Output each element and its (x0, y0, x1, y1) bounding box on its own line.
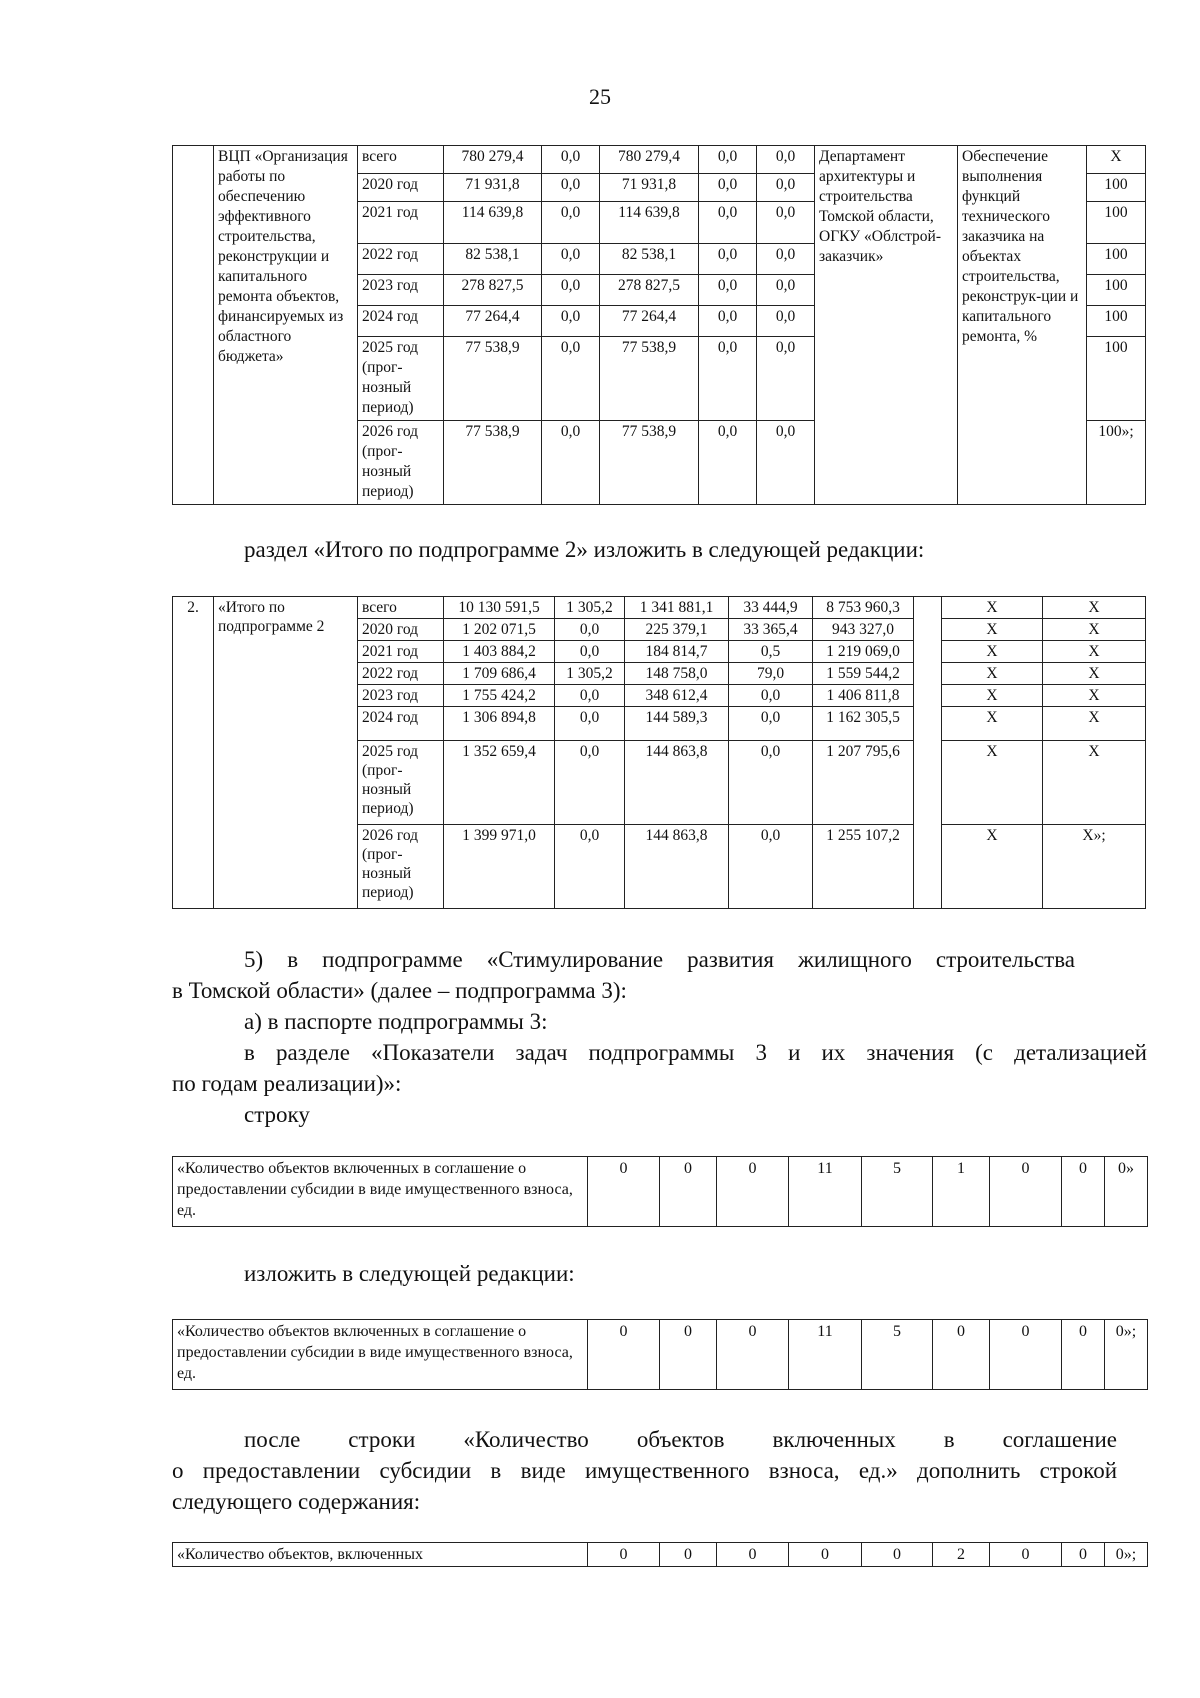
value-cell: 0,0 (542, 202, 600, 244)
value-cell: 0,0 (757, 337, 815, 421)
year-cell: 2025 год (прог-нозный период) (358, 337, 444, 421)
value-cell: 0 (933, 1320, 990, 1390)
year-cell: 2020 год (358, 619, 444, 641)
x-cell: Х (942, 685, 1043, 707)
indicator-value-cell: 100 (1087, 337, 1146, 421)
value-cell: 0»; (1105, 1543, 1148, 1567)
value-cell: 0,0 (729, 741, 813, 825)
value-cell: 0,0 (542, 306, 600, 337)
value-cell: 0,0 (729, 707, 813, 741)
year-cell: 2026 год (прог-нозный период) (358, 421, 444, 505)
value-cell: 0,0 (757, 202, 815, 244)
value-cell: 1 306 894,8 (444, 707, 555, 741)
indicator-label-cell: «Количество объектов включенных в соглашение о предоставлении субсидии в виде имущественного взноса, ед. (173, 1157, 588, 1227)
x-cell: Х (942, 707, 1043, 741)
value-cell: 114 639,8 (600, 202, 699, 244)
value-cell: 1 559 544,2 (813, 663, 914, 685)
value-cell: 144 589,3 (625, 707, 729, 741)
x-cell: Х (942, 641, 1043, 663)
value-cell: 148 758,0 (625, 663, 729, 685)
value-cell: 5 (862, 1320, 933, 1390)
value-cell: 0 (660, 1157, 717, 1227)
paragraph-v-line2: по годам реализации)»: (172, 1071, 402, 1096)
value-cell: 0,0 (757, 146, 815, 174)
value-cell: 77 538,9 (444, 421, 542, 505)
value-cell: 0 (588, 1157, 660, 1227)
value-cell: 0,0 (699, 202, 757, 244)
year-cell: 2022 год (358, 244, 444, 275)
value-cell: 33 365,4 (729, 619, 813, 641)
x-cell: Х (942, 825, 1043, 909)
executor-cell: Департамент архитектуры и строительства Томской области, ОГКУ «Облстрой-заказчик» (815, 146, 958, 505)
indicator-row-new-table (172, 1319, 1148, 1390)
value-cell: 1 219 069,0 (813, 641, 914, 663)
value-cell: 77 538,9 (600, 421, 699, 505)
value-cell: 0 (717, 1320, 789, 1390)
value-cell: 77 264,4 (444, 306, 542, 337)
year-cell: 2024 год (358, 707, 444, 741)
value-cell: 1 403 884,2 (444, 641, 555, 663)
value-cell: 1 162 305,5 (813, 707, 914, 741)
value-cell: 0 (717, 1543, 789, 1567)
value-cell: 0,0 (699, 421, 757, 505)
value-cell: 1 341 881,1 (625, 597, 729, 619)
x-cell: Х (1043, 597, 1146, 619)
year-cell: 2020 год (358, 174, 444, 202)
paragraph-a: а) в паспорте подпрограммы 3: (244, 1009, 548, 1034)
value-cell: 77 538,9 (600, 337, 699, 421)
value-cell: 0 (789, 1543, 862, 1567)
value-cell: 0,0 (542, 174, 600, 202)
value-cell: 0,5 (729, 641, 813, 663)
paragraph-posle-line2: о предоставлении субсидии в виде имущественного взноса, ед.» дополнить строкой (172, 1458, 1117, 1483)
value-cell: 11 (789, 1320, 862, 1390)
year-cell: 2024 год (358, 306, 444, 337)
value-cell: 10 130 591,5 (444, 597, 555, 619)
paragraph-5-line1: 5) в подпрограмме «Стимулирование развития жилищного строительства (244, 947, 1075, 972)
value-cell: 0,0 (699, 337, 757, 421)
value-cell: 1 305,2 (555, 597, 625, 619)
year-cell: 2023 год (358, 685, 444, 707)
value-cell: 278 827,5 (600, 275, 699, 306)
x-cell: Х (1043, 619, 1146, 641)
row-number-cell: 2. (173, 597, 214, 909)
year-cell: всего (358, 146, 444, 174)
indicator-value-cell: 100 (1087, 306, 1146, 337)
value-cell: 943 327,0 (813, 619, 914, 641)
value-cell: 0,0 (757, 421, 815, 505)
value-cell: 225 379,1 (625, 619, 729, 641)
indicator-cell: Обеспечение выполнения функций технического заказчика на объектах строительства, реконструк-ции и капитального ремонта, % (958, 146, 1087, 505)
value-cell: 71 931,8 (600, 174, 699, 202)
x-cell: Х (1043, 663, 1146, 685)
x-cell: Х (1043, 741, 1146, 825)
value-cell: 33 444,9 (729, 597, 813, 619)
value-cell: 144 863,8 (625, 825, 729, 909)
year-cell: 2021 год (358, 641, 444, 663)
value-cell: 0,0 (542, 275, 600, 306)
value-cell: 82 538,1 (600, 244, 699, 275)
value-cell: 2 (933, 1543, 990, 1567)
value-cell: 114 639,8 (444, 202, 542, 244)
value-cell: 0,0 (757, 306, 815, 337)
value-cell: 0,0 (555, 825, 625, 909)
x-cell: Х (1043, 641, 1146, 663)
value-cell: 0 (990, 1320, 1062, 1390)
value-cell: 1 406 811,8 (813, 685, 914, 707)
value-cell: 278 827,5 (444, 275, 542, 306)
value-cell: 0,0 (699, 146, 757, 174)
value-cell: 0,0 (757, 275, 815, 306)
value-cell: 0 (1062, 1543, 1105, 1567)
year-cell: 2023 год (358, 275, 444, 306)
year-cell: 2021 год (358, 202, 444, 244)
value-cell: 1 (933, 1157, 990, 1227)
value-cell: 184 814,7 (625, 641, 729, 663)
value-cell: 1 399 971,0 (444, 825, 555, 909)
value-cell: 0 (990, 1543, 1062, 1567)
paragraph-posle-line1: после строки «Количество объектов включенных в соглашение (244, 1427, 1117, 1452)
value-cell: 71 931,8 (444, 174, 542, 202)
value-cell: 0,0 (542, 244, 600, 275)
value-cell: 0,0 (699, 174, 757, 202)
value-cell: 0,0 (555, 707, 625, 741)
value-cell: 1 207 795,6 (813, 741, 914, 825)
subprogram-2-total-table (172, 596, 1146, 909)
x-cell: Х (942, 663, 1043, 685)
value-cell: 82 538,1 (444, 244, 542, 275)
indicator-value-cell: Х (1087, 146, 1146, 174)
value-cell: 1 305,2 (555, 663, 625, 685)
value-cell: 348 612,4 (625, 685, 729, 707)
indicator-value-cell: 100»; (1087, 421, 1146, 505)
value-cell: 0 (660, 1320, 717, 1390)
value-cell: 0,0 (542, 146, 600, 174)
indicator-row-old-table (172, 1156, 1148, 1227)
total-name-cell: «Итого по подпрограмме 2 (214, 597, 358, 909)
x-cell: Х (942, 597, 1043, 619)
value-cell: 0»; (1105, 1320, 1148, 1390)
indicator-row-added-table (172, 1542, 1148, 1567)
value-cell: 1 255 107,2 (813, 825, 914, 909)
paragraph-v-line1: в разделе «Показатели задач подпрограммы 3 и их значения (с детализацией (244, 1040, 1147, 1065)
x-cell: Х (1043, 707, 1146, 741)
value-cell: 0 (862, 1543, 933, 1567)
value-cell: 0,0 (729, 825, 813, 909)
value-cell: 0 (1062, 1320, 1105, 1390)
x-cell: Х (1043, 685, 1146, 707)
value-cell: 0,0 (555, 619, 625, 641)
value-cell: 0» (1105, 1157, 1148, 1227)
value-cell: 5 (862, 1157, 933, 1227)
value-cell: 79,0 (729, 663, 813, 685)
value-cell: 0,0 (699, 275, 757, 306)
value-cell: 0,0 (542, 421, 600, 505)
paragraph-razdel: раздел «Итого по подпрограмме 2» изложить в следующей редакции: (244, 537, 925, 562)
x-cell: Х (942, 741, 1043, 825)
empty-number-cell (173, 146, 214, 505)
value-cell: 0 (588, 1320, 660, 1390)
indicator-value-cell: 100 (1087, 174, 1146, 202)
indicator-value-cell: 100 (1087, 244, 1146, 275)
value-cell: 144 863,8 (625, 741, 729, 825)
program-name-cell: ВЦП «Организация работы по обеспечению эффективного строительства, реконструкции и капитального ремонта объектов, финансируемых из областного бюджета» (214, 146, 358, 505)
paragraph-stroku: строку (244, 1102, 310, 1127)
x-cell: Х»; (1043, 825, 1146, 909)
value-cell: 1 755 424,2 (444, 685, 555, 707)
x-cell: Х (942, 619, 1043, 641)
empty-cell (914, 597, 942, 909)
value-cell: 1 709 686,4 (444, 663, 555, 685)
value-cell: 1 352 659,4 (444, 741, 555, 825)
indicator-label-cell: «Количество объектов включенных в соглашение о предоставлении субсидии в виде имущественного взноса, ед. (173, 1320, 588, 1390)
value-cell: 0,0 (729, 685, 813, 707)
year-cell: 2025 год (прог-нозный период) (358, 741, 444, 825)
indicator-value-cell: 100 (1087, 202, 1146, 244)
value-cell: 0,0 (555, 685, 625, 707)
value-cell: 780 279,4 (600, 146, 699, 174)
value-cell: 0,0 (757, 244, 815, 275)
value-cell: 0 (717, 1157, 789, 1227)
value-cell: 780 279,4 (444, 146, 542, 174)
value-cell: 0 (990, 1157, 1062, 1227)
value-cell: 0,0 (555, 741, 625, 825)
value-cell: 0,0 (699, 244, 757, 275)
year-cell: 2026 год (прог-нозный период) (358, 825, 444, 909)
paragraph-5-line2: в Томской области» (далее – подпрограмма 3): (172, 978, 627, 1003)
value-cell: 0,0 (555, 641, 625, 663)
value-cell: 1 202 071,5 (444, 619, 555, 641)
value-cell: 77 538,9 (444, 337, 542, 421)
page-number: 25 (589, 84, 611, 109)
value-cell: 0 (660, 1543, 717, 1567)
indicator-value-cell: 100 (1087, 275, 1146, 306)
value-cell: 0 (588, 1543, 660, 1567)
indicator-label-cell: «Количество объектов, включенных (173, 1543, 588, 1567)
value-cell: 0 (1062, 1157, 1105, 1227)
year-cell: 2022 год (358, 663, 444, 685)
paragraph-izlozhit: изложить в следующей редакции: (244, 1261, 575, 1286)
year-cell: всего (358, 597, 444, 619)
value-cell: 77 264,4 (600, 306, 699, 337)
value-cell: 11 (789, 1157, 862, 1227)
value-cell: 8 753 960,3 (813, 597, 914, 619)
value-cell: 0,0 (542, 337, 600, 421)
value-cell: 0,0 (699, 306, 757, 337)
paragraph-posle-line3: следующего содержания: (172, 1489, 421, 1514)
value-cell: 0,0 (757, 174, 815, 202)
vcp-table (172, 145, 1146, 505)
